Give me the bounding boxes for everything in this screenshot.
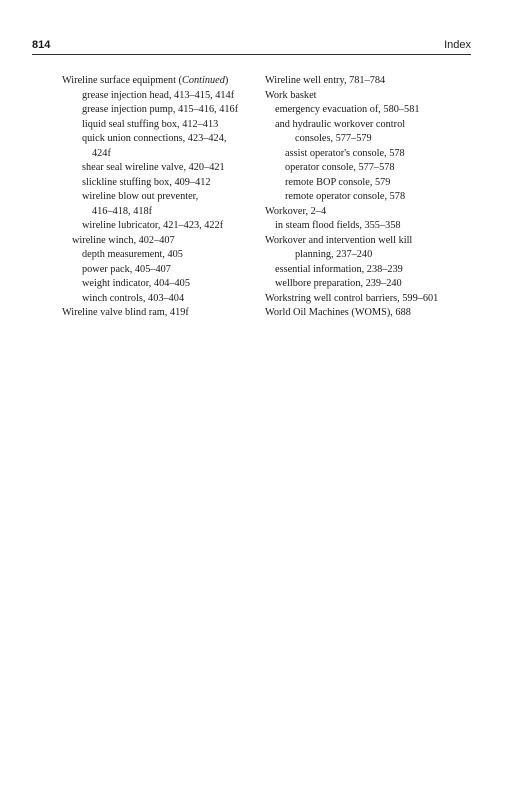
page-number: 814 xyxy=(32,39,51,51)
index-entry: weight indicator, 404–405 xyxy=(82,278,190,289)
index-entry: assist operator's console, 578 xyxy=(285,147,405,159)
index-entry: Wireline valve blind ram, 419f xyxy=(62,307,189,318)
index-entry: grease injection head, 413–415, 414f xyxy=(82,89,235,101)
index-entry: remote operator console, 578 xyxy=(285,191,406,202)
index-entry: Wireline surface equipment (Continued) xyxy=(62,75,229,86)
index-entry: 424f xyxy=(92,147,111,159)
index-column-right xyxy=(265,74,475,321)
index-entry: slickline stuffing box, 409–412 xyxy=(82,176,211,188)
index-entry: power pack, 405–407 xyxy=(82,263,171,275)
index-entry: Work basket xyxy=(265,89,317,101)
index-entry: essential information, 238–239 xyxy=(275,263,403,275)
index-entry: Workover, 2–4 xyxy=(265,205,327,217)
index-entry: emergency evacuation of, 580–581 xyxy=(275,104,420,115)
index-entry: consoles, 577–579 xyxy=(295,133,372,144)
index-column-left xyxy=(62,74,262,321)
index-entry: shear seal wireline valve, 420–421 xyxy=(82,162,225,173)
index-entry: 416–418, 418f xyxy=(92,205,153,217)
index-entry: planning, 237–240 xyxy=(295,249,373,260)
index-entry: grease injection pump, 415–416, 416f xyxy=(82,104,239,115)
index-entry: operator console, 577–578 xyxy=(285,162,395,173)
index-entry: quick union connections, 423–424, xyxy=(82,133,227,144)
index-entry: in steam flood fields, 355–358 xyxy=(275,220,401,231)
index-entry: depth measurement, 405 xyxy=(82,249,183,260)
page-header xyxy=(32,38,471,55)
index-entry: Wireline well entry, 781–784 xyxy=(265,75,386,86)
index-entry: Workstring well control barriers, 599–601 xyxy=(265,292,439,304)
index-entry: liquid seal stuffing box, 412–413 xyxy=(82,118,219,130)
index-entry: wireline winch, 402–407 xyxy=(72,234,175,246)
index-entry: wireline blow out preventer, xyxy=(82,191,199,202)
index-entry: winch controls, 403–404 xyxy=(82,292,185,304)
index-entry: remote BOP console, 579 xyxy=(285,176,391,188)
index-entry: World Oil Machines (WOMS), 688 xyxy=(265,307,411,318)
section-title: Index xyxy=(444,39,471,51)
index-entry: Workover and intervention well kill xyxy=(265,234,413,246)
index-entry: wellbore preparation, 239–240 xyxy=(275,278,402,289)
index-entry: and hydraulic workover control xyxy=(275,118,406,130)
index-entry: wireline lubricator, 421–423, 422f xyxy=(82,220,224,231)
